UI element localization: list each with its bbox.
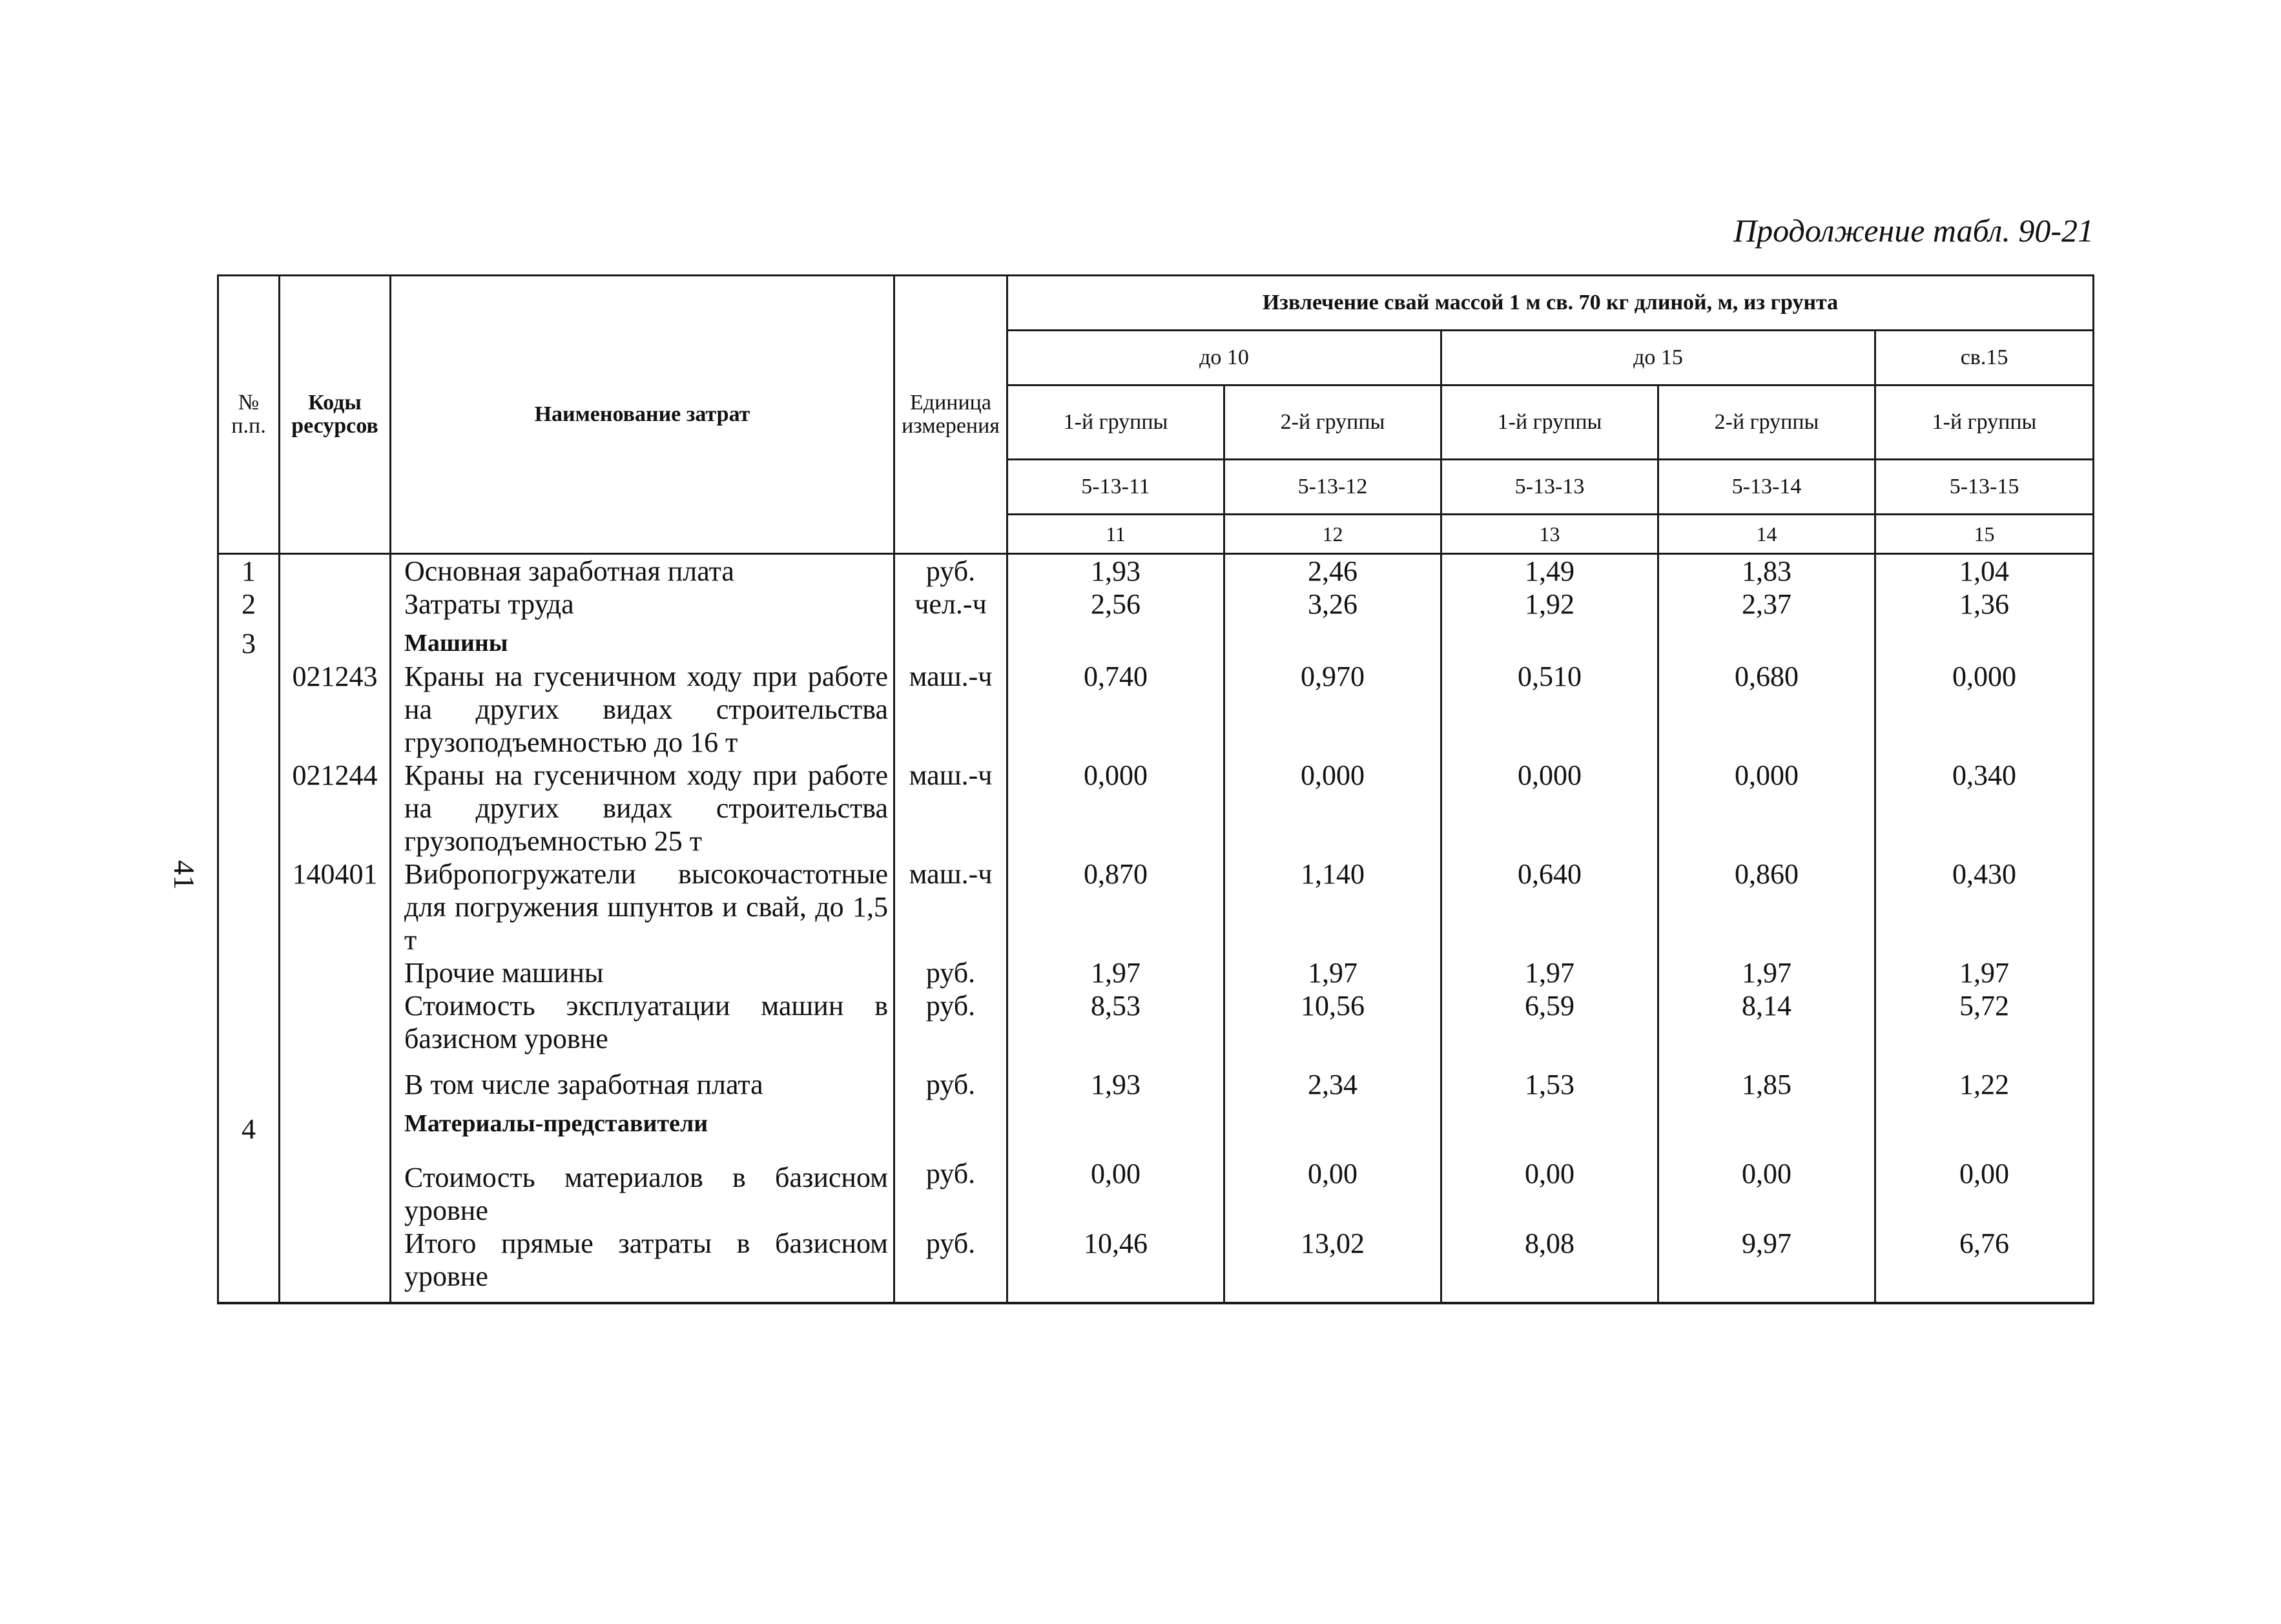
row-value: 0,430 — [1875, 858, 2094, 956]
row-value: 8,14 — [1658, 989, 1875, 1055]
row-value: 0,00 — [1224, 1146, 1441, 1227]
table-row — [218, 989, 2094, 1055]
row-value: 2,34 — [1224, 1055, 1441, 1101]
row-value: 9,97 — [1658, 1227, 1875, 1303]
row-no — [218, 989, 280, 1055]
row-code — [280, 1227, 391, 1303]
row-name: Основная заработная плата — [391, 554, 894, 588]
row-value: 0,860 — [1658, 858, 1875, 956]
row-no: 3 — [218, 621, 280, 660]
row-code — [280, 1101, 391, 1146]
page-number: 41 — [168, 860, 201, 890]
row-value: 5,72 — [1875, 989, 2094, 1055]
table-row — [218, 858, 2094, 956]
row-code — [280, 554, 391, 588]
row-value: 0,970 — [1224, 660, 1441, 759]
header-column-number: 14 — [1658, 515, 1875, 554]
table-row — [218, 759, 2094, 858]
table-row — [218, 660, 2094, 759]
header-code: Коды ресурсов — [280, 276, 391, 554]
row-value: 1,97 — [1007, 956, 1224, 989]
header-column-number: 13 — [1441, 515, 1658, 554]
row-value: 0,640 — [1441, 858, 1658, 956]
table-caption: Продолжение табл. 90-21 — [1733, 212, 2094, 249]
header-column-number: 11 — [1007, 515, 1224, 554]
row-value: 0,00 — [1658, 1146, 1875, 1227]
table-row — [218, 1055, 2094, 1101]
row-value: 2,56 — [1007, 588, 1224, 621]
row-value: 1,85 — [1658, 1055, 1875, 1101]
row-unit: руб. — [894, 956, 1007, 989]
header-column-number: 12 — [1224, 515, 1441, 554]
row-code — [280, 1055, 391, 1101]
row-value: 0,00 — [1875, 1146, 2094, 1227]
header-unit: Единица измерения — [894, 276, 1007, 554]
row-code — [280, 1146, 391, 1227]
header-soil-group: 2-й группы — [1658, 385, 1875, 460]
row-no: 4 — [218, 1101, 280, 1146]
row-code: 021243 — [280, 660, 391, 759]
row-unit: чел.-ч — [894, 588, 1007, 621]
row-value: 0,000 — [1441, 759, 1658, 858]
row-no — [218, 1055, 280, 1101]
row-value: 0,680 — [1658, 660, 1875, 759]
header-norm-code: 5-13-14 — [1658, 460, 1875, 515]
header-no: № п.п. — [218, 276, 280, 554]
row-value — [1224, 1101, 1441, 1146]
row-code: 140401 — [280, 858, 391, 956]
section-title: Материалы-представители — [391, 1101, 894, 1146]
table-row — [218, 1146, 2094, 1227]
row-value — [1441, 1101, 1658, 1146]
row-value — [1007, 1101, 1224, 1146]
row-value: 0,000 — [1224, 759, 1441, 858]
row-value — [1875, 1101, 2094, 1146]
section-title: Машины — [391, 621, 894, 660]
row-no — [218, 1227, 280, 1303]
row-value: 13,02 — [1224, 1227, 1441, 1303]
row-unit — [894, 1101, 1007, 1146]
row-value: 8,53 — [1007, 989, 1224, 1055]
row-no — [218, 1146, 280, 1227]
row-value: 0,510 — [1441, 660, 1658, 759]
row-value: 6,76 — [1875, 1227, 2094, 1303]
row-code — [280, 588, 391, 621]
row-value: 8,08 — [1441, 1227, 1658, 1303]
row-value: 1,140 — [1224, 858, 1441, 956]
row-value: 1,93 — [1007, 1055, 1224, 1101]
row-no — [218, 858, 280, 956]
table-header — [218, 276, 2094, 554]
header-soil-group: 1-й группы — [1007, 385, 1224, 460]
row-name: Краны на гусеничном ходу при работе на других видах строительства грузоподъемностью до 16 т — [391, 660, 894, 759]
row-value: 1,97 — [1224, 956, 1441, 989]
row-value: 0,740 — [1007, 660, 1224, 759]
row-value — [1875, 621, 2094, 660]
header-length-group: до 15 — [1441, 331, 1875, 385]
row-value: 1,97 — [1875, 956, 2094, 989]
row-unit: руб. — [894, 1227, 1007, 1303]
table-row — [218, 1227, 2094, 1303]
row-name: Итого прямые затраты в базисном уровне — [391, 1227, 894, 1303]
table-row — [218, 588, 2094, 621]
row-value: 10,46 — [1007, 1227, 1224, 1303]
row-value: 0,000 — [1007, 759, 1224, 858]
row-value: 0,000 — [1875, 660, 2094, 759]
row-unit: руб. — [894, 1146, 1007, 1227]
table-row — [218, 554, 2094, 588]
row-no — [218, 759, 280, 858]
row-value: 1,97 — [1441, 956, 1658, 989]
row-value: 1,04 — [1875, 554, 2094, 588]
row-name: Стоимость эксплуатации машин в базисном уровне — [391, 989, 894, 1055]
row-value: 3,26 — [1224, 588, 1441, 621]
row-unit: маш.-ч — [894, 759, 1007, 858]
header-soil-group: 2-й группы — [1224, 385, 1441, 460]
header-norm-code: 5-13-13 — [1441, 460, 1658, 515]
row-value — [1441, 621, 1658, 660]
cost-table — [217, 274, 2094, 1304]
row-name: Затраты труда — [391, 588, 894, 621]
row-value: 2,37 — [1658, 588, 1875, 621]
row-value — [1007, 621, 1224, 660]
row-name: Прочие машины — [391, 956, 894, 989]
table-section-row — [218, 1101, 2094, 1146]
header-name: Наименование затрат — [391, 276, 894, 554]
row-code — [280, 989, 391, 1055]
row-unit: маш.-ч — [894, 660, 1007, 759]
row-unit: руб. — [894, 989, 1007, 1055]
row-value: 0,00 — [1441, 1146, 1658, 1227]
header-norm-code: 5-13-12 — [1224, 460, 1441, 515]
row-value: 0,000 — [1658, 759, 1875, 858]
row-value: 1,36 — [1875, 588, 2094, 621]
row-unit: руб. — [894, 554, 1007, 588]
row-value: 0,340 — [1875, 759, 2094, 858]
row-value: 2,46 — [1224, 554, 1441, 588]
table-row — [218, 956, 2094, 989]
row-value — [1658, 1101, 1875, 1146]
header-column-number: 15 — [1875, 515, 2094, 554]
row-code — [280, 956, 391, 989]
header-norm-code: 5-13-11 — [1007, 460, 1224, 515]
row-code: 021244 — [280, 759, 391, 858]
header-norm-code: 5-13-15 — [1875, 460, 2094, 515]
row-value: 1,92 — [1441, 588, 1658, 621]
row-value: 1,83 — [1658, 554, 1875, 588]
row-value: 6,59 — [1441, 989, 1658, 1055]
row-unit — [894, 621, 1007, 660]
row-value — [1658, 621, 1875, 660]
row-unit: маш.-ч — [894, 858, 1007, 956]
table-body — [218, 554, 2094, 1304]
table-section-row — [218, 621, 2094, 660]
row-name: В том числе заработная плата — [391, 1055, 894, 1101]
row-name: Вибропогружатели высокочастотные для погружения шпунтов и свай, до 1,5 т — [391, 858, 894, 956]
row-no — [218, 956, 280, 989]
row-value — [1224, 621, 1441, 660]
row-value: 1,49 — [1441, 554, 1658, 588]
row-code — [280, 621, 391, 660]
row-name: Стоимость материалов в базисном уровне — [391, 1146, 894, 1227]
row-value: 0,870 — [1007, 858, 1224, 956]
header-length-group: св.15 — [1875, 331, 2094, 385]
row-no: 2 — [218, 588, 280, 621]
header-length-group: до 10 — [1007, 331, 1441, 385]
row-unit: руб. — [894, 1055, 1007, 1101]
row-value: 10,56 — [1224, 989, 1441, 1055]
row-value: 1,53 — [1441, 1055, 1658, 1101]
row-no: 1 — [218, 554, 280, 588]
row-name: Краны на гусеничном ходу при работе на других видах строительства грузоподъемностью 25 т — [391, 759, 894, 858]
row-value: 0,00 — [1007, 1146, 1224, 1227]
row-value: 1,22 — [1875, 1055, 2094, 1101]
row-value: 1,97 — [1658, 956, 1875, 989]
header-group-title: Извлечение свай массой 1 м св. 70 кг длиной, м, из грунта — [1007, 276, 2094, 331]
header-soil-group: 1-й группы — [1875, 385, 2094, 460]
row-value: 1,93 — [1007, 554, 1224, 588]
header-soil-group: 1-й группы — [1441, 385, 1658, 460]
row-no — [218, 660, 280, 759]
